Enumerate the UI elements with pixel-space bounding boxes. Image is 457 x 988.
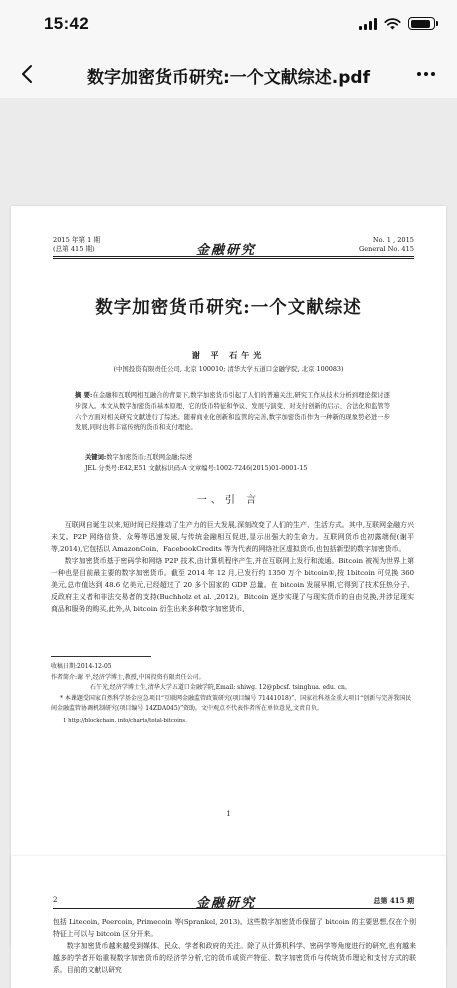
header-rule [53,256,414,257]
paragraph: 包括 Litecoin, Peercoin, Primecoin 等(Sprankel, 2013)。这些数字加密货币保留了 bitcoin 的主要思想,仅在个别特征上可以与 bitcoin 区分开来。 [53,918,416,938]
article-title: 数字加密货币研究:一个文献综述 [95,298,362,318]
page-number: 1 [226,810,231,818]
author-bio: 石午光,经济学博士生,清华大学五道口金融学院,Email: shiwg. 12@pbcsf. tsinghua. edu. cn。 [90,684,351,691]
cellular-signal-icon [359,18,377,30]
navigation-bar [0,50,457,98]
footnote-link: 1 http://blockchain. info/charts/total-bitcoins. [63,717,187,724]
keywords-text: 数字加密货币;互联网金融;综述 [106,454,193,461]
paragraph: 数字加密货币基于密码学和网络 P2P 技术,由计算机程序产生,并在互联网上发行和流通。Bitcoin 被视为世界上第一种也是目前最主要的数字加密货币。截至 2014 年 12 月,已发行约 1350 万个 bitcoin①,按 1bitcoin 可兑换 360 美元,总市值达到 48.6 亿美元,已经超过了 20 多个国家的 GDP 总量。在 bitcoin 发展早期,它得到了技术狂热分子、反政府主义者和非法交易者的支持(Buchholz et al. ,2012)。Bitcoin 逐步实现了与现实货币的自由兑换,并涉足现实商品和服务的购买,此外,从 bitcoin 衍生出来多种数字加密货币, [51,557,414,613]
journal-logo: 金融研究 [195,243,256,258]
funding-note: * 本课题受国家自然科学基金应急项目“互联网金融监管政策研究(项目编号 71441018)”、国家社科基金重大项目“创新与完善我国民间金融监管协调机制研究(项目编号 14ZDA045)”资助。文中观点不代表作者所在单位意见,文责自负。 [51,694,412,712]
issue-info [53,236,100,254]
battery-icon [408,17,435,30]
pdf-viewer[interactable] [0,98,457,988]
more-dot-icon [424,72,428,76]
keywords-label: 关键词: [85,454,107,461]
document-title: 数字加密货币研究:一个文献综述.pdf [87,68,370,88]
body-text [53,916,416,976]
pdf-page-1 [11,206,446,946]
header-rule-thin [53,258,414,259]
issue-total: (总第 415 期) [53,245,95,253]
keywords-block [85,453,390,475]
page-number: 2 [53,896,58,904]
abstract [75,391,390,434]
received-date: 收稿日期:2014-12-05 [51,663,112,670]
more-dot-icon [417,72,421,76]
pdf-page-2 [11,856,446,988]
issue-number: 2015 年第 1 期 [53,236,101,244]
more-dot-icon [431,72,435,76]
header-rule [53,908,414,909]
journal-logo: 金融研究 [195,896,256,911]
footnotes [51,662,414,726]
more-options-button[interactable] [413,62,439,86]
wifi-icon [384,18,401,30]
issue-total: 总第 415 期 [373,896,414,905]
abstract-text: 在金融和互联网相互融合的背景下,数字加密货币引起了人们的普遍关注,研究工作从技术分析到理论探讨逐步深入。本文从数字加密货币基本原理、它的货币特征和争议、发展与演变、对支付创新的启示、合法化和监管等六个方面对相关研究文献进行了综述。随着商业化创新和监管的完善,数字加密货币作为一种新的现象势必进一步发展,同时也将丰富传统的货币和支付理论。 [75,392,390,432]
abstract-label: 摘 要: [75,392,93,399]
author-bio: 作者简介:谢 平,经济学博士,教授,中国投资有限责任公司。 [51,673,205,681]
jel-classification: JEL 分类号:E42,E51 文献标识码:A 文章编号:1002-7246(2015)01-0001-15 [85,464,308,472]
paragraph: 互联网自诞生以来,短时间已经推动了生产力的巨大发展,深刻改变了人们的生产、生活方式。其中,互联网金融方兴未艾。P2P 网络信贷、众筹等迅速发展,与传统金融相互促进,显示出强大的生命力。互联网货币也初露端倪(谢平等,2014),它包括以 AmazonCoin、FacebookCredits 等为代表的网络社区虚拟货币,也包括新型的数字加密货币。 [51,521,414,553]
author-affiliation: (中国投资有限责任公司, 北京 100010; 清华大学五道口金融学院, 北京 100083) [113,365,344,373]
body-text [51,519,414,615]
issue-info-en [359,236,414,254]
status-icons [359,17,435,30]
section-heading: 一、引 言 [196,495,261,506]
chevron-left-icon [21,64,33,84]
issue-number-en: No. 1 , 2015 [372,236,414,244]
back-button[interactable] [14,60,40,88]
footnote-rule [51,656,151,657]
status-time: 15:42 [44,14,89,33]
paragraph: 数字加密货币越来越受到媒体、民众、学者和政府的关注。除了从计算机科学、密码学等角度进行的研究,也有越来越多的学者开始重视数字加密货币的经济学分析,它的货币或资产特征、数字加密货币与传统货币理论和支付方式的联系。目前的文献以研究 [53,942,416,974]
status-bar [0,0,457,50]
article-authors: 谢 平 石午光 [191,350,266,360]
issue-general-en: General No. 415 [358,245,414,253]
